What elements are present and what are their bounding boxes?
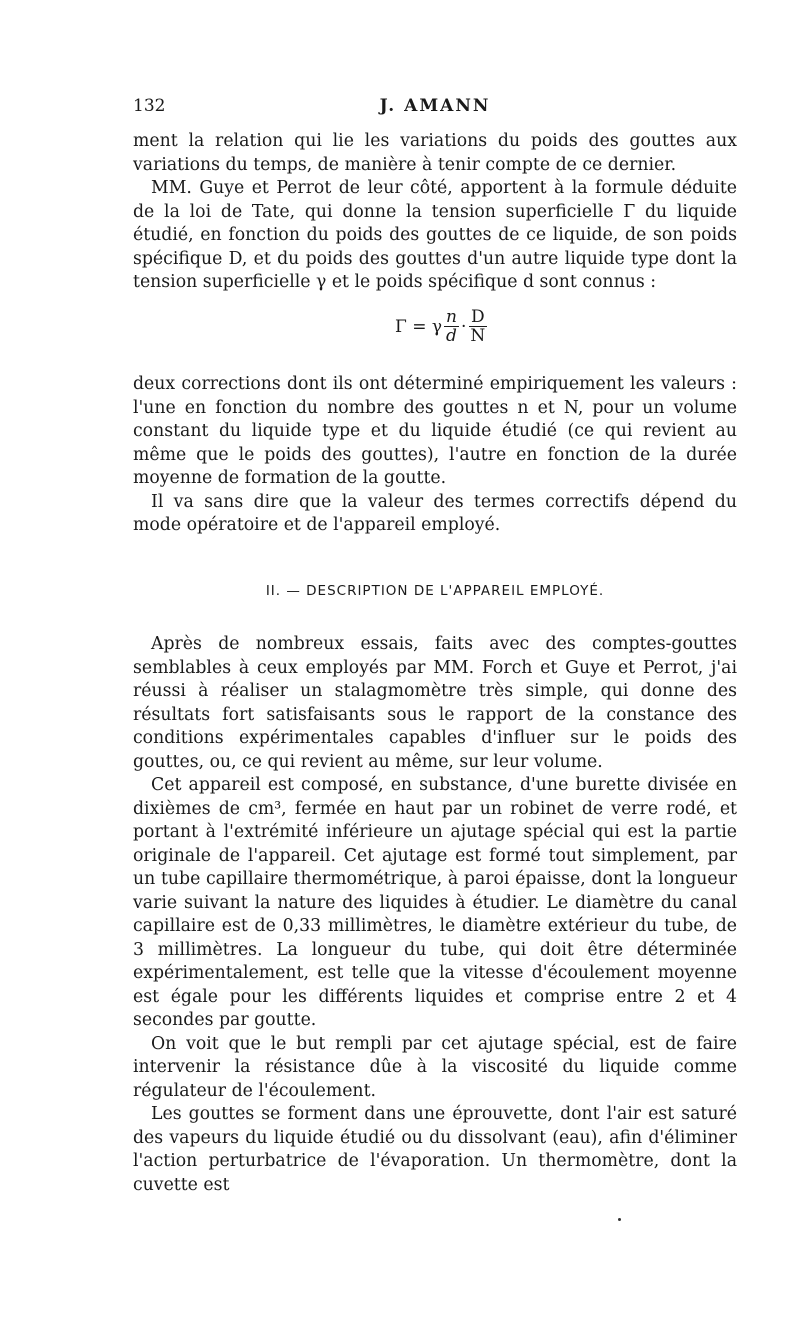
paragraph: Il va sans dire que la valeur des termes correctifs dépend du mode opératoire et de l'appareil employé. — [133, 491, 737, 535]
text-block-1 — [133, 130, 737, 295]
text-block-2 — [133, 373, 737, 538]
fraction-denominator: N — [470, 326, 486, 346]
fraction-denominator: d — [446, 326, 457, 346]
formula-lhs: Γ = γ — [395, 316, 443, 337]
section-heading: II. — DESCRIPTION DE L'APPAREIL EMPLOYÉ. — [265, 583, 605, 599]
running-head: J. AMANN — [379, 96, 491, 116]
paragraph: MM. Guye et Perrot de leur côté, apportent à la formule déduite de la loi de Tate, qui donne la tension superficielle Γ du liquide étudié, en fonction du poids des gouttes de ce liquide, de son poids spécifique D, et du poids des gouttes d'un autre liquide type dont la tension superficielle γ et le poids spécifique d sont connus : — [133, 178, 737, 292]
paragraph: Les gouttes se forment dans une éprouvette, dont l'air est saturé des vapeurs du liquide étudié ou du dissolvant (eau), afin d'éliminer l'action perturbatrice de l'évaporation. Un thermomètre, dont la cuvette est — [133, 1104, 737, 1195]
fraction-numerator: n — [446, 307, 457, 327]
fraction-D-over-N — [468, 308, 487, 345]
fraction-n-over-d — [444, 308, 459, 345]
formula-dot: · — [460, 316, 467, 337]
paragraph: ment la relation qui lie les variations du poids des gouttes aux variations du temps, de manière à tenir compte de ce dernier. — [133, 131, 737, 175]
text-block-3 — [133, 633, 737, 1197]
paragraph: Cet appareil est composé, en substance, d'une burette divisée en dixièmes de cm³, fermée en haut par un robinet de verre rodé, et portant à l'extrémité inférieure un ajutage spécial qui est la partie originale de l'appareil. Cet ajutage est formé tout simplement, par un tube capillaire thermométrique, à paroi épaisse, dont la longueur varie suivant la nature des liquides à étudier. Le diamètre du canal capillaire est de 0,33 millimètres, le diamètre extérieur du tube, de 3 millimètres. La longueur du tube, qui doit être déterminée expérimentalement, est telle que la vitesse d'écoulement moyenne est égale pour les différents liquides et comprise entre 2 et 4 secondes par goutte. — [133, 775, 737, 1030]
paragraph: Après de nombreux essais, faits avec des comptes-gouttes semblables à ceux employés par MM. Forch et Guye et Perrot, j'ai réussi à réaliser un stalagmomètre très simple, qui donne des résultats fort satisfaisants sous le rapport de la constance des conditions expérimentales capables d'influer sur le poids des gouttes, ou, ce qui revient au même, sur leur volume. — [133, 634, 737, 772]
print-speck — [618, 1218, 621, 1221]
formula — [395, 308, 487, 345]
paragraph: On voit que le but rempli par cet ajutage spécial, est de faire intervenir la résistance dûe à la viscosité du liquide comme régulateur de l'écoulement. — [133, 1033, 737, 1101]
paragraph: deux corrections dont ils ont déterminé empiriquement les valeurs : l'une en fonction du nombre des gouttes n et N, pour un volume constant du liquide type et du liquide étudié (ce qui revient au même que le poids des gouttes), l'autre en fonction de la durée moyenne de formation de la goutte. — [133, 374, 737, 488]
fraction-numerator: D — [470, 307, 485, 327]
page-number: 132 — [133, 96, 166, 116]
page-header — [133, 96, 737, 120]
